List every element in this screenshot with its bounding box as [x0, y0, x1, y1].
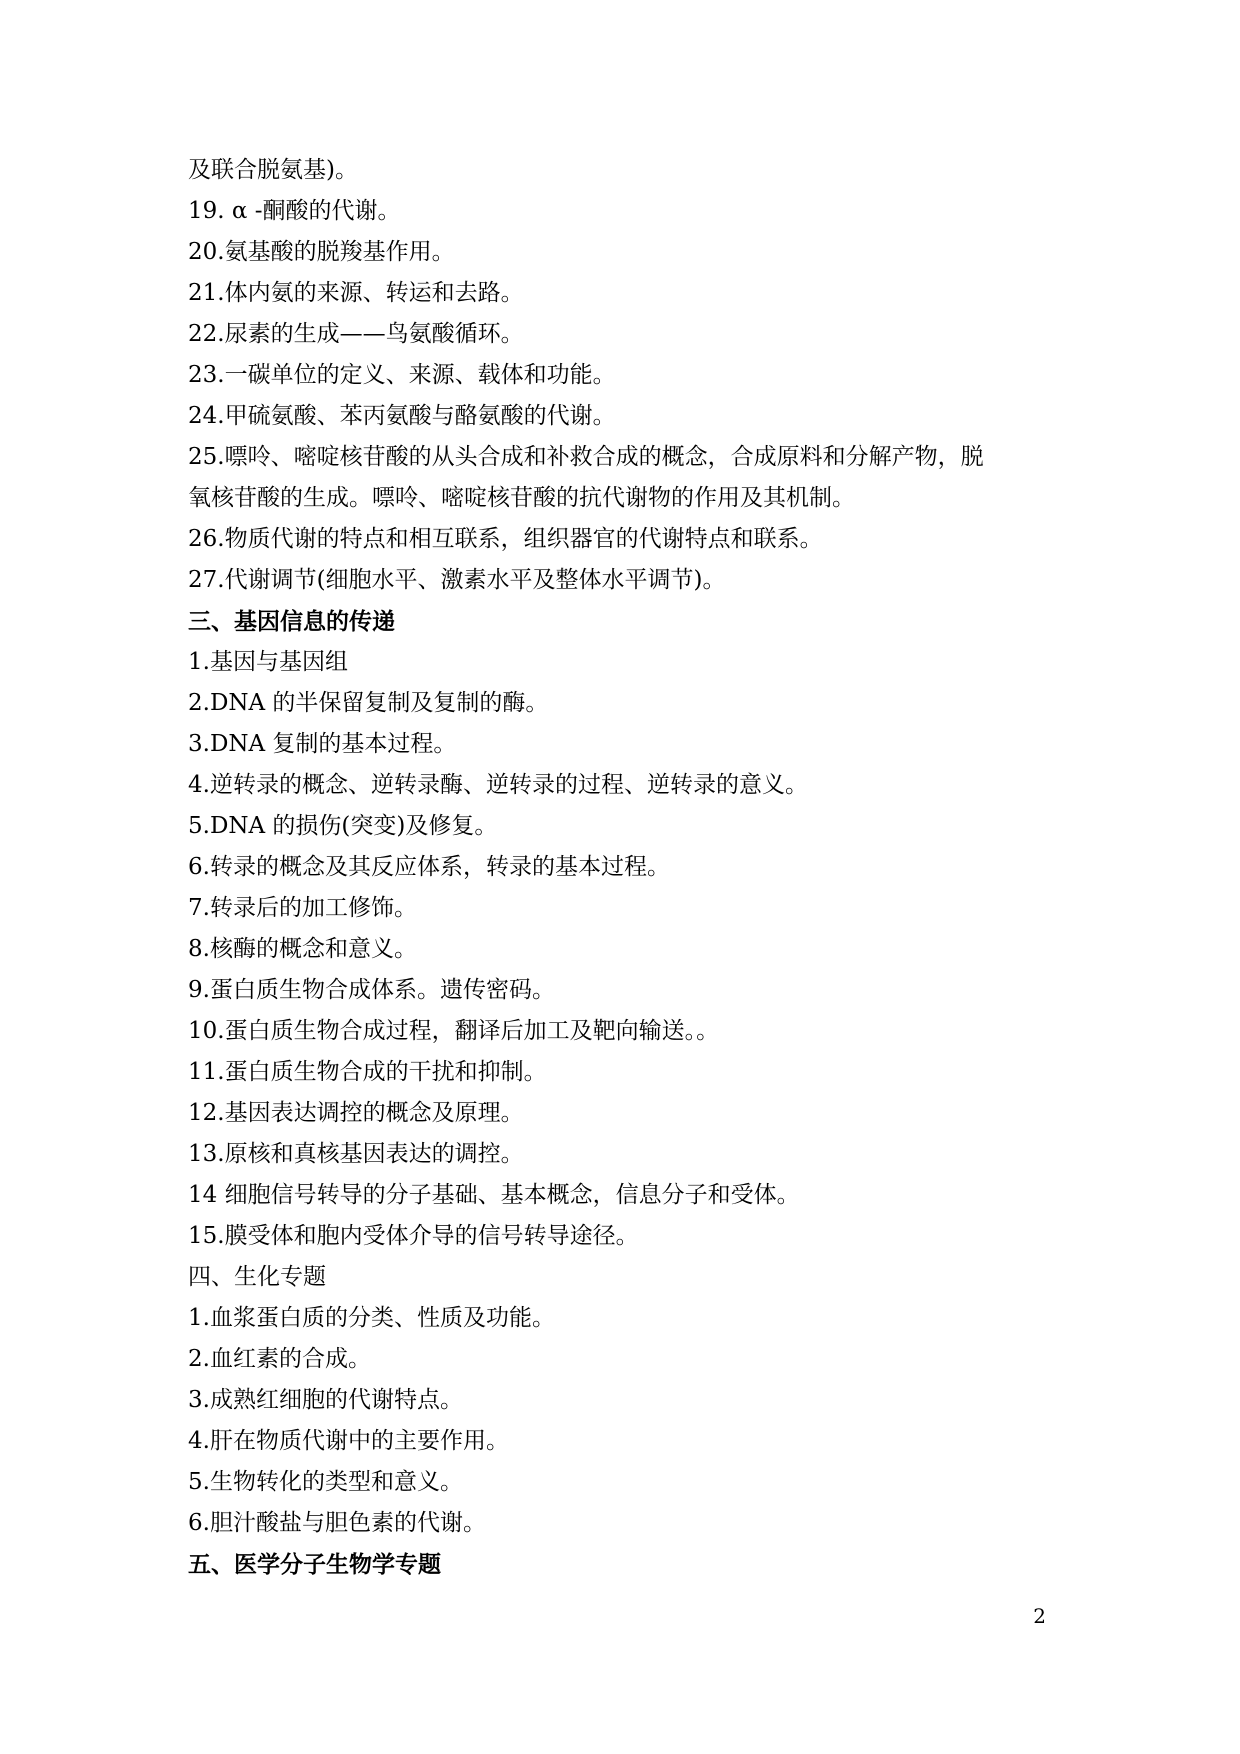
outline-item: 5.生物转化的类型和意义。	[188, 1469, 463, 1495]
outline-item: 27.代谢调节(细胞水平、激素水平及整体水平调节)。	[188, 567, 726, 593]
outline-item: 4.逆转录的概念、逆转录酶、逆转录的过程、逆转录的意义。	[188, 772, 808, 798]
document-body	[188, 150, 1068, 1585]
outline-item: 19. α -酮酸的代谢。	[188, 198, 401, 224]
outline-item: 23.一碳单位的定义、来源、载体和功能。	[188, 362, 616, 388]
outline-item: 21.体内氨的来源、转运和去路。	[188, 280, 524, 306]
outline-item: 6.转录的概念及其反应体系，转录的基本过程。	[188, 854, 670, 880]
outline-item: 13.原核和真核基因表达的调控。	[188, 1141, 524, 1167]
outline-item: 9.蛋白质生物合成体系。遗传密码。	[188, 977, 555, 1003]
outline-item: 26.物质代谢的特点和相互联系，组织器官的代谢特点和联系。	[188, 526, 823, 552]
outline-item: 氧核苷酸的生成。嘌呤、嘧啶核苷酸的抗代谢物的作用及其机制。	[188, 485, 855, 511]
outline-item: 20.氨基酸的脱羧基作用。	[188, 239, 455, 265]
page-number: 2	[1033, 1604, 1046, 1628]
section-heading: 三、基因信息的传递	[188, 608, 395, 635]
outline-item: 6.胆汁酸盐与胆色素的代谢。	[188, 1510, 486, 1536]
outline-item: 及联合脱氨基)。	[188, 157, 358, 183]
outline-item: 四、生化专题	[188, 1264, 326, 1290]
section-heading: 五、医学分子生物学专题	[188, 1551, 441, 1578]
outline-item: 14 细胞信号转导的分子基础、基本概念，信息分子和受体。	[188, 1182, 800, 1208]
outline-item: 4.肝在物质代谢中的主要作用。	[188, 1428, 509, 1454]
outline-item: 8.核酶的概念和意义。	[188, 936, 417, 962]
outline-item: 22.尿素的生成——鸟氨酸循环。	[188, 321, 524, 347]
outline-item: 1.血浆蛋白质的分类、性质及功能。	[188, 1305, 555, 1331]
outline-item: 25.嘌呤、嘧啶核苷酸的从头合成和补救合成的概念，合成原料和分解产物，脱	[188, 444, 984, 470]
outline-item: 24.甲硫氨酸、苯丙氨酸与酪氨酸的代谢。	[188, 403, 616, 429]
outline-item: 1.基因与基因组	[188, 649, 348, 675]
outline-item: 2.血红素的合成。	[188, 1346, 371, 1372]
outline-item: 3.DNA 复制的基本过程。	[188, 731, 457, 757]
outline-item: 2.DNA 的半保留复制及复制的酶。	[188, 690, 549, 716]
outline-item: 12.基因表达调控的概念及原理。	[188, 1100, 524, 1126]
outline-item: 15.膜受体和胞内受体介导的信号转导途径。	[188, 1223, 639, 1249]
outline-item: 10.蛋白质生物合成过程，翻译后加工及靶向输送。。	[188, 1018, 720, 1044]
outline-item: 5.DNA 的损伤(突变)及修复。	[188, 813, 498, 839]
outline-item: 11.蛋白质生物合成的干扰和抑制。	[188, 1059, 547, 1085]
outline-item: 3.成熟红细胞的代谢特点。	[188, 1387, 463, 1413]
outline-item: 7.转录后的加工修饰。	[188, 895, 417, 921]
